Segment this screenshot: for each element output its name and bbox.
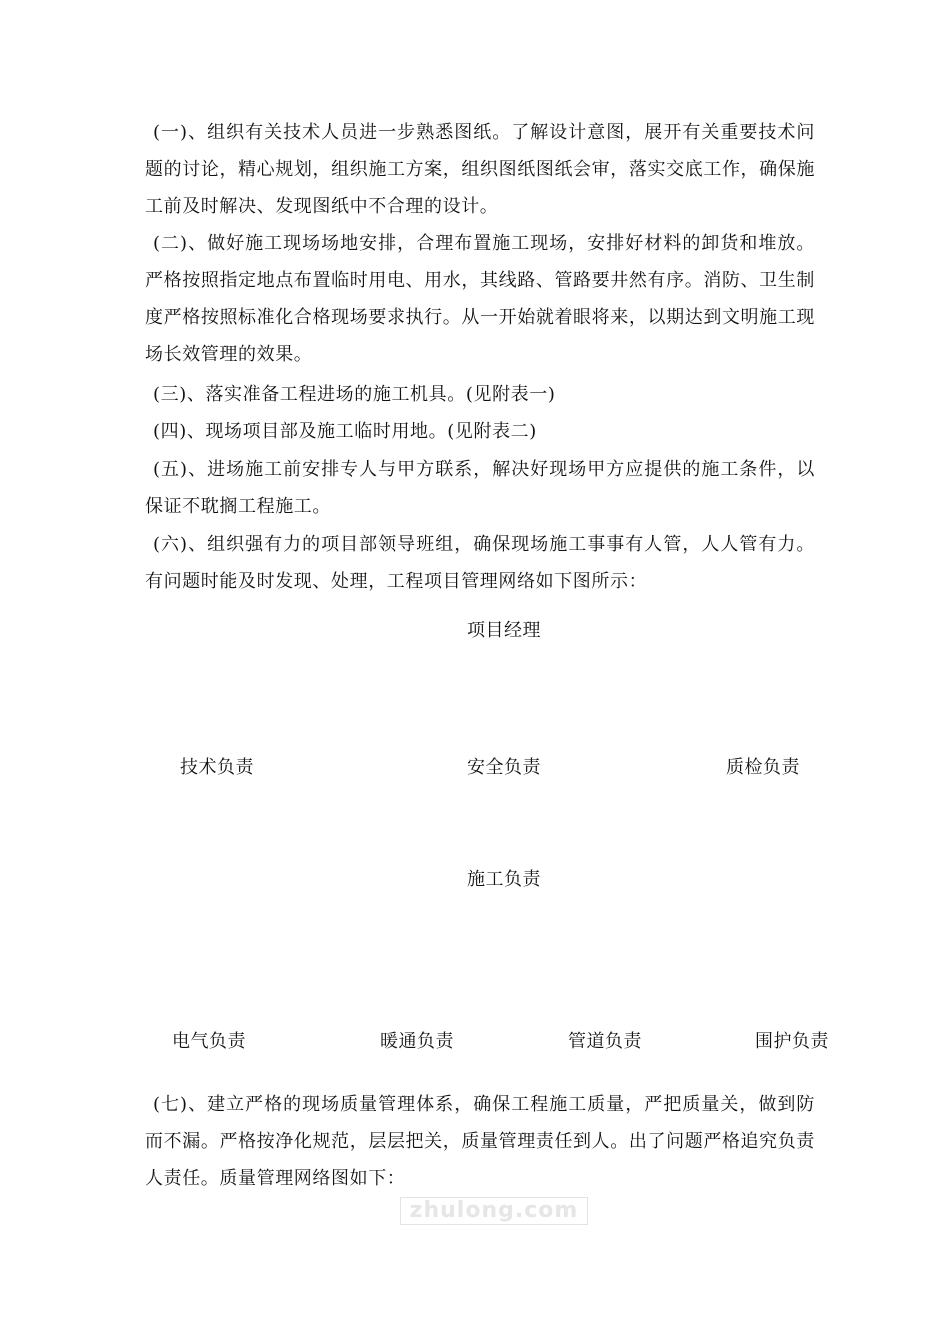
- watermark-logo: zhulong.com: [400, 1197, 588, 1225]
- paragraph-5: (五)、进场施工前安排专人与甲方联系，解决好现场甲方应提供的施工条件，以保证不耽搁工程施工。: [145, 459, 815, 517]
- paragraph-7: (七)、建立严格的现场质量管理体系，确保工程施工质量，严把质量关，做到防而不漏。严格按净化规范，层层把关，质量管理责任到人。出了问题严格追究负责人责任。质量管理网络图如下：: [145, 1094, 815, 1189]
- org-node-project-manager: 项目经理: [467, 620, 541, 641]
- org-node-hvac: 暖通负责: [380, 1031, 454, 1052]
- paragraph-3: (三)、落实准备工程进场的施工机具。(见附表一): [153, 384, 556, 405]
- org-node-construction: 施工负责: [467, 869, 541, 890]
- paragraph-4: (四)、现场项目部及施工临时用地。(见附表二): [153, 421, 537, 442]
- paragraph-1: (一)、组织有关技术人员进一步熟悉图纸。了解设计意图，展开有关重要技术问题的讨论，精心规划，组织施工方案，组织图纸图纸会审，落实交底工作，确保施工前及时解决、发现图纸中不合理的设计。: [145, 122, 815, 217]
- paragraph-6: (六)、组织强有力的项目部领导班组，确保现场施工事事有人管，人人管有力。有问题时能及时发现、处理，工程项目管理网络如下图所示：: [145, 534, 815, 592]
- org-node-electrical: 电气负责: [172, 1031, 246, 1052]
- org-node-technical: 技术负责: [180, 757, 254, 778]
- org-node-piping: 管道负责: [568, 1031, 642, 1052]
- org-node-quality-check: 质检负责: [726, 757, 800, 778]
- org-node-safety: 安全负责: [467, 757, 541, 778]
- org-node-enclosure: 围护负责: [755, 1031, 829, 1052]
- paragraph-2: (二)、做好施工现场场地安排，合理布置施工现场，安排好材料的卸货和堆放。严格按照指定地点布置临时用电、用水，其线路、管路要井然有序。消防、卫生制度严格按照标准化合格现场要求执行。从一开始就着眼将来，以期达到文明施工现场长效管理的效果。: [145, 233, 815, 365]
